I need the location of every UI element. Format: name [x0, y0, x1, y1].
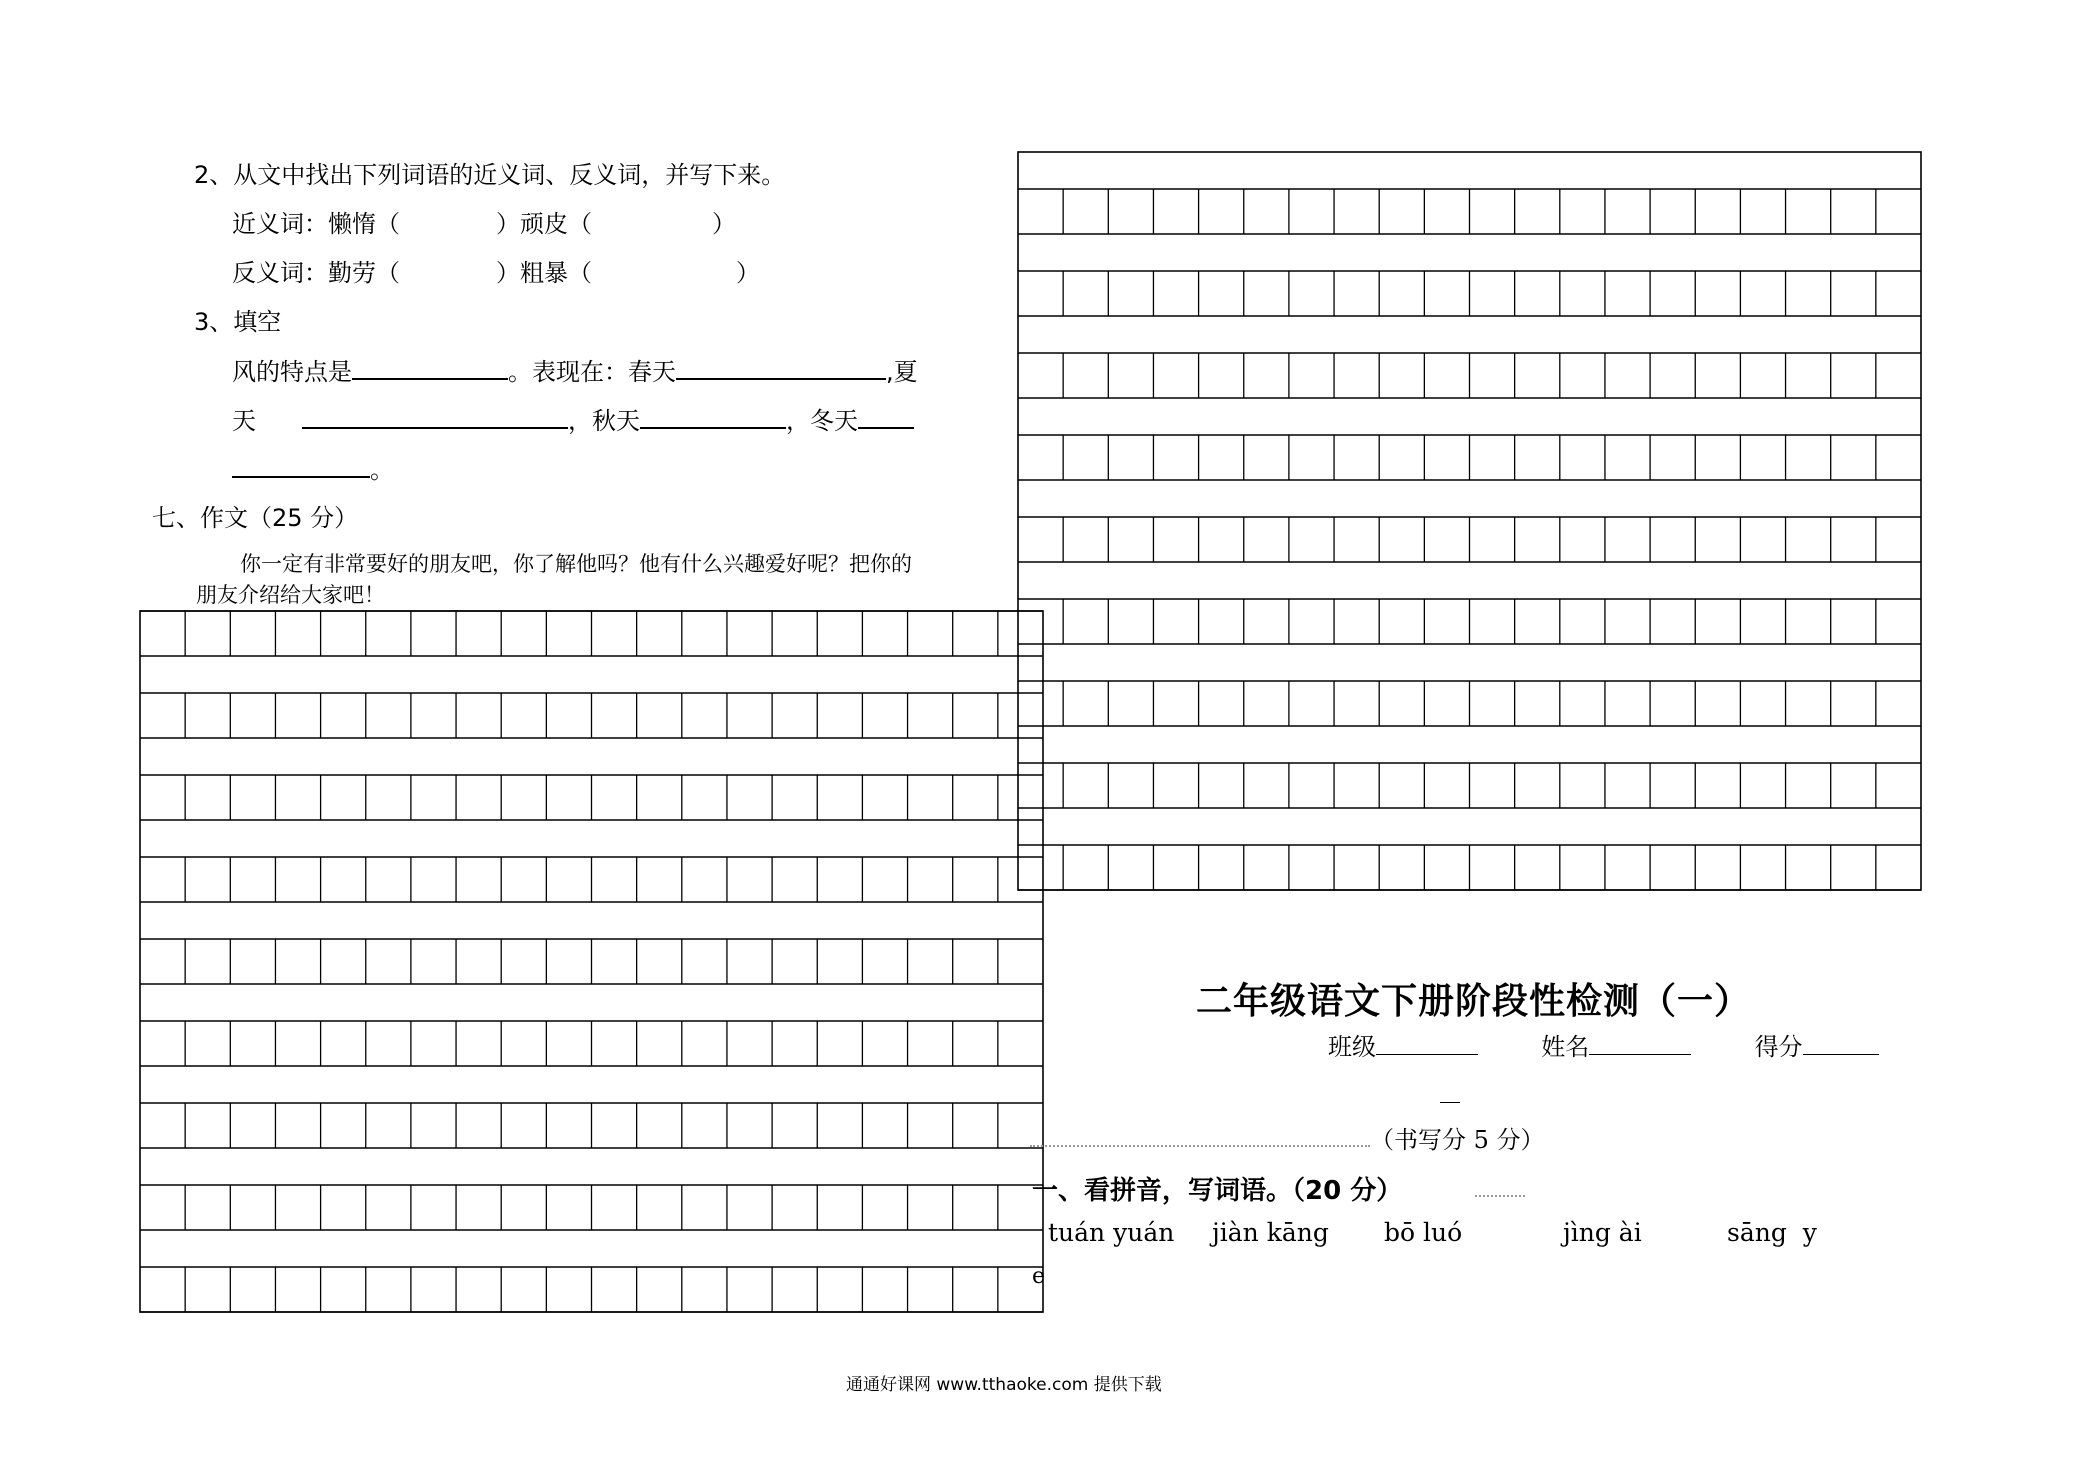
essay-grid-right[interactable]: [1017, 151, 1922, 892]
q3-line2-c: ，冬天: [786, 407, 858, 435]
q3-line1-b: 。表现在：春天: [508, 358, 676, 386]
q3-line3-end: 。: [370, 456, 394, 484]
q2-synonym-line: 近义词：懒惰（ ）顽皮（ ）: [232, 210, 736, 238]
blank-autumn[interactable]: [640, 405, 786, 429]
class-label: 班级: [1328, 1033, 1376, 1061]
grid-svg: [139, 610, 1044, 1314]
class-field[interactable]: [1376, 1032, 1478, 1055]
q3-title: 3、填空: [194, 308, 282, 336]
blank-spring[interactable]: [676, 356, 886, 380]
score-label: 得分: [1754, 1033, 1803, 1061]
pinyin-2: jiàn kāng: [1212, 1218, 1329, 1247]
pinyin-3: bō luó: [1384, 1218, 1463, 1247]
pinyin-4: jìng ài: [1563, 1218, 1642, 1247]
q3-line1-a: 风的特点是: [232, 358, 352, 386]
footer-credit: 通通好课网 www.tthaoke.com 提供下载: [846, 1375, 1162, 1395]
blank-winter[interactable]: [858, 405, 914, 429]
q3-line2-a: 天: [232, 407, 256, 435]
q3-line3: [232, 454, 394, 485]
exam-title: 二年级语文下册阶段性检测（一）: [1196, 981, 1752, 1022]
q2-antonym-line: 反义词：勤劳（ ）粗暴（ ）: [232, 259, 760, 287]
q3-line1-c: ,夏: [886, 358, 918, 386]
writing-score: （书写分 5 分）: [1370, 1126, 1545, 1154]
dotted-leader: [1030, 1145, 1370, 1147]
grid-svg: [1017, 151, 1922, 892]
dotted-leader-2: [1475, 1195, 1525, 1197]
pinyin-5: sāng y: [1727, 1218, 1817, 1247]
blank-winter-cont[interactable]: [232, 454, 370, 478]
section7-prompt-line2: 朋友介绍给大家吧！: [196, 583, 385, 607]
section7-prompt-line1: 你一定有非常要好的朋友吧，你了解他吗？他有什么兴趣爱好呢？把你的: [240, 552, 912, 576]
essay-grid-left[interactable]: [139, 610, 1044, 1314]
info-fields: [1328, 1032, 1879, 1062]
name-label: 姓名: [1541, 1033, 1590, 1061]
q3-line2: [232, 405, 914, 436]
stray-dash: [1440, 1102, 1460, 1103]
q3-line1: [232, 356, 918, 387]
q3-line2-b: ，秋天: [568, 407, 640, 435]
section1-heading: 一、看拼音，写词语。（20 分）: [1032, 1176, 1403, 1206]
score-field[interactable]: [1803, 1032, 1879, 1055]
name-field[interactable]: [1589, 1032, 1691, 1055]
blank-wind-feature[interactable]: [352, 356, 508, 380]
pinyin-tail: e: [1032, 1264, 1046, 1289]
q2-title: 2、从文中找出下列词语的近义词、反义词，并写下来。: [194, 161, 786, 189]
blank-summer[interactable]: [302, 405, 568, 429]
section7-heading: 七、作文（25 分）: [152, 504, 359, 532]
pinyin-1: tuán yuán: [1048, 1218, 1175, 1247]
